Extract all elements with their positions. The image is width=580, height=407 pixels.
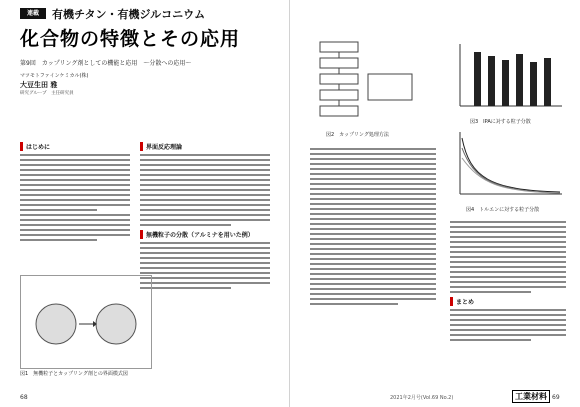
figure-2	[310, 40, 420, 128]
dispersion-chart-toluene	[450, 128, 566, 204]
left-column	[20, 140, 130, 244]
figure-2-caption: 図2 カップリング処理方法	[326, 132, 389, 138]
figure-1-caption: 図1 無機粒子とカップリング剤との界面模式図	[20, 371, 128, 377]
author-affiliation: 研究グループ 主任研究員	[20, 91, 74, 96]
article-title: 化合物の特徴とその応用	[20, 28, 241, 50]
figure-3-caption: 図3 IPAに対する粒子分散	[470, 119, 531, 125]
series-badge: 連載	[20, 8, 46, 19]
series-title: 有機チタン・有機ジルコニウム	[52, 8, 206, 21]
author-org: マツモトファインケミカル(株)	[20, 73, 89, 79]
figure-4-caption: 図4 トルエンに対する粒子分散	[466, 207, 540, 213]
section-alumina: 無機粒子の分散（アルミナを用いた例）	[140, 230, 270, 239]
author-name: 大豆生田 雅	[20, 81, 58, 89]
right-right-column	[450, 218, 566, 344]
particle-diagram	[21, 276, 151, 368]
section-intro: はじめに	[20, 142, 130, 151]
page-number-left: 68	[20, 394, 28, 401]
section-design: 界面反応理論	[140, 142, 270, 151]
article-header	[0, 0, 290, 96]
lesson-subtitle: 第9回 カップリング剤としての機能と応用 〜分散への応用〜	[20, 60, 192, 67]
flowchart	[310, 40, 420, 128]
page-number-right: 69	[552, 394, 560, 401]
section-summary: まとめ	[450, 297, 566, 306]
right-page	[290, 0, 580, 407]
figure-4	[450, 128, 566, 204]
right-left-column	[310, 145, 436, 308]
dispersion-chart-ipa	[450, 40, 566, 116]
right-column	[140, 140, 270, 292]
figure-1	[20, 275, 152, 369]
figure-3	[450, 40, 566, 116]
magazine-logo: 工業材料	[512, 390, 550, 403]
issue-footer: 2021年2月号(Vol.69 No.2)	[390, 395, 454, 401]
